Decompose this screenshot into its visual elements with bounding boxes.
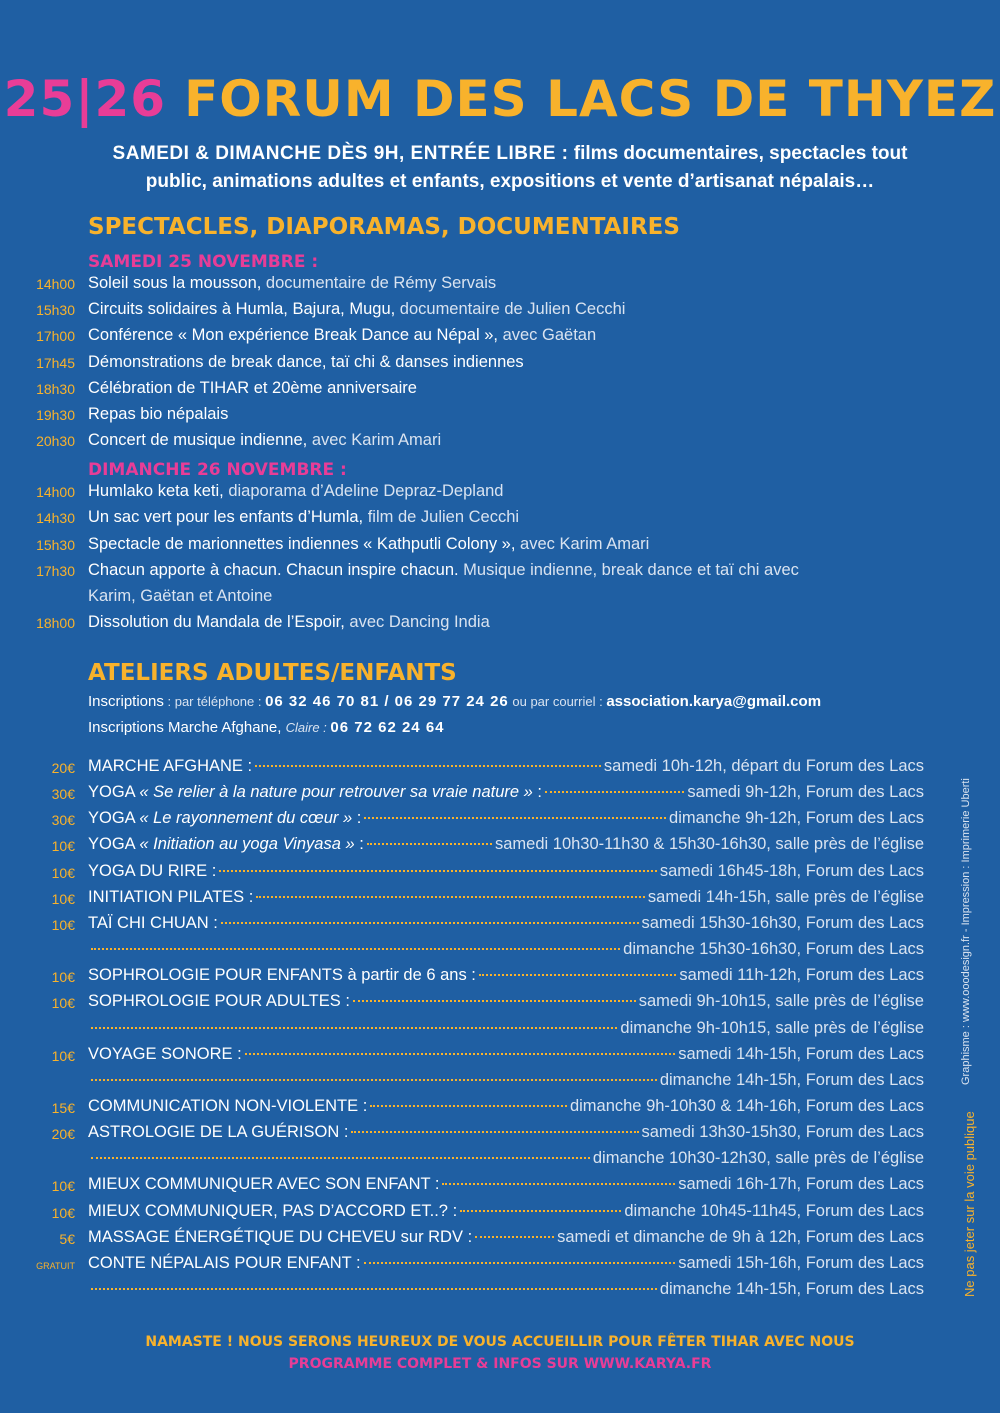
schedule-title: Démonstrations de break dance, taï chi & danses indiennes (88, 352, 524, 371)
atelier-label (88, 757, 252, 776)
dotted-leader (367, 843, 492, 845)
schedule-time: 17h30 (36, 563, 75, 579)
atelier-suffix: : (532, 783, 542, 802)
atelier-row (88, 862, 924, 888)
atelier-row (88, 940, 924, 966)
schedule-row (0, 431, 1000, 457)
atelier-suffix: : (354, 835, 364, 854)
intro-text (90, 140, 930, 196)
atelier-schedule: samedi 9h-12h, Forum des Lacs (687, 783, 924, 802)
atelier-row (88, 809, 924, 835)
schedule-detail: Musique indienne, break dance et taï chi avec (458, 561, 799, 579)
schedule-text (88, 431, 441, 450)
atelier-name: MASSAGE ÉNERGÉTIQUE DU CHEVEU sur RDV : (88, 1227, 473, 1246)
dotted-leader (91, 1288, 657, 1290)
schedule-time: 18h00 (36, 615, 75, 631)
schedule-text (88, 613, 490, 632)
schedule-row (0, 482, 1000, 508)
dotted-leader (91, 948, 620, 950)
schedule-text (88, 300, 625, 319)
schedule-detail: avec Dancing India (344, 613, 490, 631)
schedule-text (88, 405, 228, 424)
schedule-time: 15h30 (36, 536, 75, 553)
dotted-leader (475, 1236, 554, 1238)
atelier-row (88, 992, 924, 1018)
dotted-leader (364, 817, 666, 819)
atelier-schedule: dimanche 9h-12h, Forum des Lacs (669, 809, 924, 828)
atelier-row (88, 914, 924, 940)
atelier-label (88, 1254, 361, 1273)
schedule-detail: documentaire de Rémy Servais (261, 274, 497, 292)
atelier-label (88, 992, 350, 1011)
schedule-title: Chacun apporte à chacun. Chacun inspire chacun. (88, 561, 459, 579)
atelier-name: COMMUNICATION NON-VIOLENTE : (88, 1096, 368, 1115)
atelier-row (88, 966, 924, 992)
schedule-row (0, 326, 1000, 352)
notice-text: Ne pas jeter sur la voie publique (962, 1111, 977, 1297)
atelier-row (88, 1175, 924, 1201)
atelier-name: MARCHE AFGHANE : (88, 757, 253, 775)
schedule-detail: avec Karim Amari (515, 534, 650, 553)
atelier-suffix: : (352, 809, 362, 828)
atelier-schedule: samedi 14h-15h, Forum des Lacs (678, 1044, 924, 1063)
saturday-heading: SAMEDI 25 NOVEMBRE : (88, 252, 319, 272)
atelier-schedule: samedi 15h-16h, Forum des Lacs (678, 1253, 924, 1272)
atelier-schedule: samedi 10h-12h, départ du Forum des Lacs (603, 757, 924, 775)
atelier-schedule: dimanche 9h-10h15, salle près de l’église (620, 1018, 924, 1037)
insc-label: Inscriptions (88, 693, 164, 710)
atelier-price: 30€ (51, 812, 75, 829)
schedule-text (88, 274, 496, 293)
schedule-row (0, 300, 1000, 326)
schedule-title: Soleil sous la mousson, (88, 274, 262, 292)
schedule-title: Conférence « Mon expérience Break Dance au Népal », (88, 326, 498, 345)
atelier-name: SOPHROLOGIE POUR ADULTES : (88, 992, 350, 1011)
atelier-label (88, 888, 253, 907)
schedule-title: Dissolution du Mandala de l’Espoir, (88, 613, 345, 631)
schedule-text (88, 326, 596, 345)
atelier-name: YOGA (88, 809, 140, 828)
atelier-schedule: dimanche 15h30-16h30, Forum des Lacs (623, 940, 924, 959)
schedule-text (88, 508, 519, 527)
credits-text: Graphisme : www.ooodesign.fr - Impression : Imprimerie Uberti (960, 778, 972, 1085)
dotted-leader (351, 1131, 638, 1133)
atelier-row (88, 835, 924, 861)
spectacles-heading: SPECTACLES, DIAPORAMAS, DOCUMENTAIRES (88, 214, 680, 240)
atelier-price: 15€ (51, 1099, 75, 1116)
schedule-title: Célébration de TIHAR et 20ème anniversaire (88, 378, 417, 397)
atelier-name: VOYAGE SONORE : (88, 1044, 242, 1063)
schedule-time: 15h30 (36, 302, 75, 319)
atelier-name: YOGA DU RIRE : (88, 861, 217, 880)
dotted-leader (479, 974, 677, 976)
atelier-label (88, 809, 361, 828)
schedule-title: Concert de musique indienne, (88, 431, 308, 450)
schedule-time: 18h30 (36, 380, 75, 397)
sunday-continuation: Karim, Gaëtan et Antoine (88, 587, 273, 605)
inscriptions-marche-line (88, 719, 445, 736)
schedule-time: 14h00 (36, 484, 75, 500)
atelier-schedule: dimanche 14h-15h, Forum des Lacs (659, 1070, 924, 1089)
atelier-label (88, 835, 364, 854)
schedule-row (0, 405, 1000, 431)
atelier-schedule: samedi 14h-15h, salle près de l’église (647, 887, 924, 906)
atelier-row (88, 1228, 924, 1254)
atelier-row (88, 1019, 924, 1045)
atelier-label (88, 1228, 472, 1247)
atelier-price: GRATUIT (36, 1260, 75, 1271)
schedule-title: Circuits solidaires à Humla, Bajura, Mugu, (88, 300, 396, 319)
dotted-leader (442, 1183, 675, 1185)
schedule-text (88, 379, 417, 398)
schedule-row (0, 274, 1000, 300)
schedule-title: Humlako keta keti, (88, 482, 224, 500)
atelier-label (88, 914, 218, 933)
atelier-price: 10€ (51, 864, 75, 881)
atelier-row (88, 757, 924, 783)
schedule-time: 14h00 (36, 276, 75, 292)
insc-phones: 06 32 46 70 81 / 06 29 77 24 26 (265, 693, 509, 710)
schedule-detail: avec Karim Amari (307, 431, 442, 450)
dotted-leader (370, 1105, 567, 1107)
insc-small: : par téléphone : (163, 694, 266, 709)
intro-line2: public, animations adultes et enfants, expositions et vente d’artisanat népalais… (145, 171, 875, 192)
schedule-time: 17h00 (36, 328, 75, 345)
atelier-subtitle: « Initiation au yoga Vinyasa » (139, 835, 355, 854)
atelier-name: YOGA (88, 835, 140, 854)
atelier-row (88, 1149, 924, 1175)
atelier-price: 10€ (51, 916, 75, 933)
dotted-leader (221, 922, 639, 924)
dotted-leader (91, 1157, 590, 1159)
footer-namaste: NAMASTE ! NOUS SERONS HEUREUX DE VOUS ACCUEILLIR POUR FÊTER TIHAR AVEC NOUS (145, 1334, 855, 1350)
schedule-row (0, 353, 1000, 379)
atelier-label (88, 1202, 457, 1221)
atelier-schedule: samedi 16h-17h, Forum des Lacs (678, 1175, 924, 1194)
atelier-label (88, 783, 542, 802)
schedule-row (0, 379, 1000, 405)
event-dates: 25|26 (3, 70, 167, 128)
atelier-row (88, 1254, 924, 1280)
schedule-title: Un sac vert pour les enfants d’Humla, (88, 508, 364, 526)
atelier-schedule: samedi 13h30-15h30, Forum des Lacs (641, 1123, 924, 1142)
atelier-name: ASTROLOGIE DE LA GUÉRISON : (88, 1123, 349, 1142)
atelier-name: TAÏ CHI CHUAN : (88, 913, 218, 932)
dotted-leader (353, 1000, 636, 1002)
atelier-schedule: dimanche 9h-10h30 & 14h-16h, Forum des Lacs (569, 1096, 924, 1115)
sunday-heading: DIMANCHE 26 NOVEMBRE : (88, 460, 347, 480)
atelier-name: SOPHROLOGIE POUR ENFANTS à partir de 6 ans : (88, 966, 476, 985)
atelier-row (88, 888, 924, 914)
atelier-price: 20€ (51, 760, 75, 776)
schedule-row (0, 561, 1000, 587)
dotted-leader (91, 1079, 657, 1081)
atelier-name: INITIATION PILATES : (88, 887, 254, 906)
atelier-name: MIEUX COMMUNIQUER, PAS D’ACCORD ET..? : (88, 1201, 458, 1220)
schedule-time: 14h30 (36, 510, 75, 526)
intro-caps: SAMEDI & DIMANCHE DÈS 9H, ENTRÉE LIBRE : (112, 143, 569, 164)
atelier-label (88, 966, 476, 985)
schedule-time: 19h30 (36, 407, 75, 423)
schedule-row (0, 535, 1000, 561)
atelier-row (88, 1123, 924, 1149)
insc2-label: Inscriptions Marche Afghane, (88, 719, 286, 736)
atelier-name: MIEUX COMMUNIQUER AVEC SON ENFANT : (88, 1175, 440, 1194)
schedule-row (0, 613, 1000, 639)
atelier-label (88, 1045, 242, 1064)
schedule-time: 20h30 (36, 433, 75, 450)
footer-website: PROGRAMME COMPLET & INFOS SUR WWW.KARYA.FR (288, 1356, 712, 1372)
insc-email: association.karya@gmail.com (606, 693, 822, 710)
schedule-detail: diaporama d’Adeline Depraz-Depland (223, 482, 504, 500)
atelier-schedule: dimanche 14h-15h, Forum des Lacs (659, 1280, 924, 1298)
atelier-row (88, 783, 924, 809)
atelier-price: 10€ (51, 838, 75, 855)
dotted-leader (460, 1210, 621, 1212)
atelier-subtitle: « Le rayonnement du cœur » (139, 809, 353, 828)
atelier-price: 10€ (51, 995, 75, 1012)
atelier-price: 10€ (51, 890, 75, 907)
atelier-row (88, 1097, 924, 1123)
insc2-small: Claire : (285, 720, 331, 735)
dotted-leader (256, 896, 645, 898)
atelier-subtitle: « Se relier à la nature pour retrouver sa vraie nature » (139, 783, 533, 802)
schedule-title: Spectacle de marionnettes indiennes « Kathputli Colony », (88, 534, 516, 553)
atelier-price: 10€ (51, 1178, 75, 1195)
atelier-price: 10€ (51, 1047, 75, 1064)
atelier-schedule: samedi et dimanche de 9h à 12h, Forum des Lacs (557, 1227, 924, 1246)
schedule-text (88, 535, 649, 554)
atelier-schedule: samedi 16h45-18h, Forum des Lacs (659, 861, 924, 880)
atelier-label (88, 1097, 367, 1116)
schedule-detail: avec Gaëtan (498, 326, 597, 345)
atelier-label (88, 1123, 348, 1142)
dotted-leader (364, 1262, 676, 1264)
schedule-detail: film de Julien Cecchi (363, 508, 520, 526)
dotted-leader (545, 791, 684, 793)
schedule-text (88, 482, 504, 501)
dotted-leader (219, 870, 656, 872)
atelier-row (88, 1280, 924, 1306)
inscriptions-line (88, 693, 821, 710)
insc-small2: ou par courriel : (508, 694, 607, 709)
atelier-label (88, 862, 216, 881)
ateliers-heading: ATELIERS ADULTES/ENFANTS (88, 660, 457, 686)
schedule-time: 17h45 (36, 354, 75, 371)
atelier-name: YOGA (88, 783, 140, 802)
atelier-schedule: samedi 11h-12h, Forum des Lacs (679, 966, 924, 985)
atelier-row (88, 1071, 924, 1097)
schedule-text (88, 561, 799, 580)
atelier-name: CONTE NÉPALAIS POUR ENFANT : (88, 1253, 361, 1272)
atelier-schedule: samedi 15h30-16h30, Forum des Lacs (641, 913, 924, 932)
atelier-schedule: samedi 9h-10h15, salle près de l’église (638, 992, 924, 1011)
dotted-leader (91, 1027, 617, 1029)
atelier-price: 30€ (51, 786, 75, 803)
atelier-price: 10€ (51, 969, 75, 986)
dotted-leader (245, 1053, 675, 1055)
event-name: FORUM DES LACS DE THYEZ (184, 70, 997, 128)
atelier-price: 10€ (51, 1204, 75, 1221)
atelier-schedule: dimanche 10h30-12h30, salle près de l’église (592, 1149, 924, 1168)
atelier-row (88, 1045, 924, 1071)
dotted-leader (255, 765, 601, 767)
schedule-text (88, 353, 524, 372)
atelier-price: 5€ (59, 1230, 75, 1247)
atelier-row (88, 1202, 924, 1228)
atelier-schedule: samedi 10h30-11h30 & 15h30-16h30, salle près de l’église (495, 835, 924, 854)
atelier-label (88, 1175, 439, 1194)
intro-rest: films documentaires, spectacles tout (568, 143, 908, 164)
schedule-detail: documentaire de Julien Cecchi (395, 300, 626, 319)
schedule-row (0, 508, 1000, 534)
schedule-title: Repas bio népalais (88, 405, 229, 423)
event-title (0, 70, 1000, 128)
atelier-price: 20€ (51, 1126, 75, 1143)
insc2-phone: 06 72 62 24 64 (330, 719, 445, 736)
atelier-schedule: dimanche 10h45-11h45, Forum des Lacs (624, 1201, 924, 1220)
